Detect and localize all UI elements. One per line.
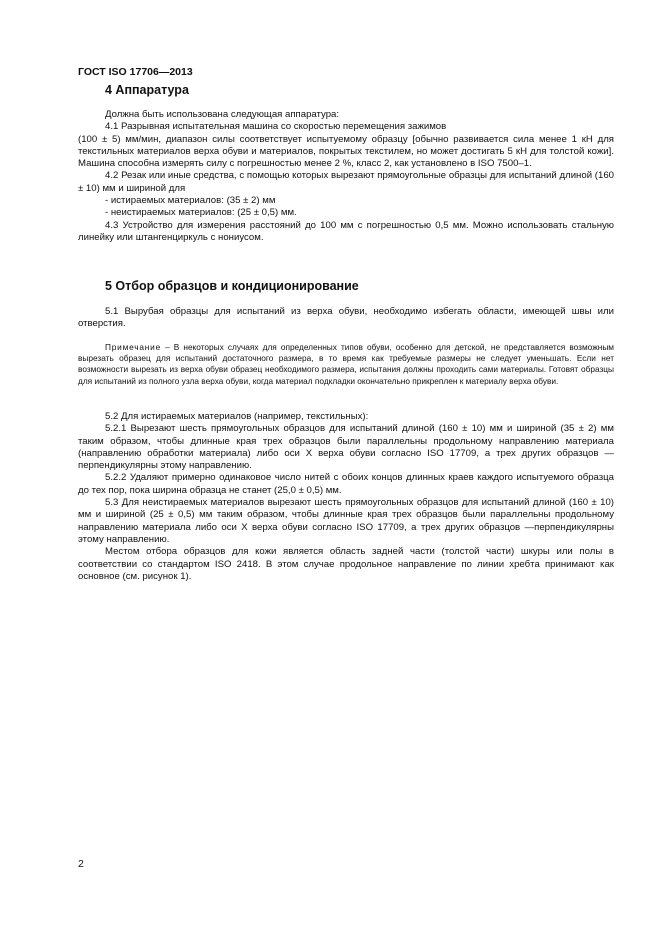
section-5-intro (78, 306, 614, 331)
list-item-abrasive: - истираемых материалов: (35 ± 2) мм (105, 195, 276, 207)
clause-4-3: 4.3 Устройство для измерения расстояний до 100 мм с погрешностью 0,5 мм. Можно использовать стальную линейку или штангенциркуль с нониусом. (78, 219, 614, 243)
standard-designation: ГОСТ ISO 17706—2013 (78, 66, 193, 78)
clause-4-2: 4.2 Резак или иные средства, с помощью которых вырезают прямоугольные образцы для испытаний длиной (160 ± 10) мм и шириной для (78, 170, 614, 194)
note-block (78, 342, 614, 387)
clause-5-1: 5.1 Вырубая образцы для испытаний из верха обуви, необходимо избегать области, имеющей швы или отверстия. (78, 306, 614, 330)
clause-4-1-body: (100 ± 5) мм/мин, диапазон силы соответствует испытуемому образцу [обычно развивается сила менее 1 кН для текстильных материалов верха обуви и материалов, покрытых текстилем, но может достигать 5 кН для толстой кожи]. Машина способна измерять силу с погрешностью менее 2 %, класс 2, как установлено в ISO 7500–1. (78, 133, 614, 170)
section-5-body (78, 411, 614, 583)
clause-5-3: 5.3 Для неистираемых материалов вырезают шесть прямоугольных образцов для испытаний длиной (160 ± 10) мм и шириной (25 ± 0,5) мм таким образом, чтобы длинные края трех образцов были параллельны продольному направлению материала либо оси X верха обуви согласно ISO 17709, а трех других образцов —перпендикулярны этому направлению. (78, 497, 614, 545)
section-4-heading: 4 Аппаратура (105, 83, 189, 97)
note-paragraph (78, 342, 614, 387)
clause-5-2-1: 5.2.1 Вырезают шесть прямоугольных образцов для испытаний длиной (160 ± 10) мм и шириной (35 ± 2) мм таким образом, чтобы длинные края трех образцов были параллельны продольному направлению материала (направлению обработки материала) либо оси X верха обуви согласно ISO 17709, а трех других образцов —перпендикулярны этому направлению. (78, 423, 614, 472)
clause-4-1-lead: 4.1 Разрывная испытательная машина со скоростью перемещения зажимов (105, 121, 447, 133)
clause-5-2: 5.2 Для истираемых материалов (например, текстильных): (105, 411, 369, 422)
page-number: 2 (78, 858, 84, 870)
section-5-heading: 5 Отбор образцов и кондиционирование (105, 279, 359, 293)
list-item-non-abrasive: - неистираемых материалов: (25 ± 0,5) мм. (105, 207, 297, 219)
leather-sampling-paragraph: Местом отбора образцов для кожи является область задней части (толстой части) шкуры или полы в соответствии со стандартом ISO 2418. В этом случае продольное направление по линии хребта принимают как основное (см. рисунок 1). (78, 546, 614, 582)
note-label: Примечание (105, 342, 162, 352)
note-text: – В некоторых случаях для определенных типов обуви, особенно для детской, не представляется возможным вырезать образец для испытаний достаточного размера, в то время как требуемые размеры не следует уменьшать. Если нет возможности вырезать из верха обуви образец необходимого размера, испытания должны проходить сами материалы. Готовят образцы для испытаний из полного узла верха обуви, когда материал подкладки окончательно прикреплен к материалу верха обуви. (78, 342, 614, 386)
clause-5-2-2: 5.2.2 Удаляют примерно одинаковое число нитей с обоих концов длинных краев каждого испытуемого образца до тех пор, пока ширина образца не станет (25,0 ± 0,5) мм. (78, 472, 614, 496)
section-4-body (78, 109, 614, 244)
section-4-intro: Должна быть использована следующая аппаратура: (105, 109, 340, 120)
